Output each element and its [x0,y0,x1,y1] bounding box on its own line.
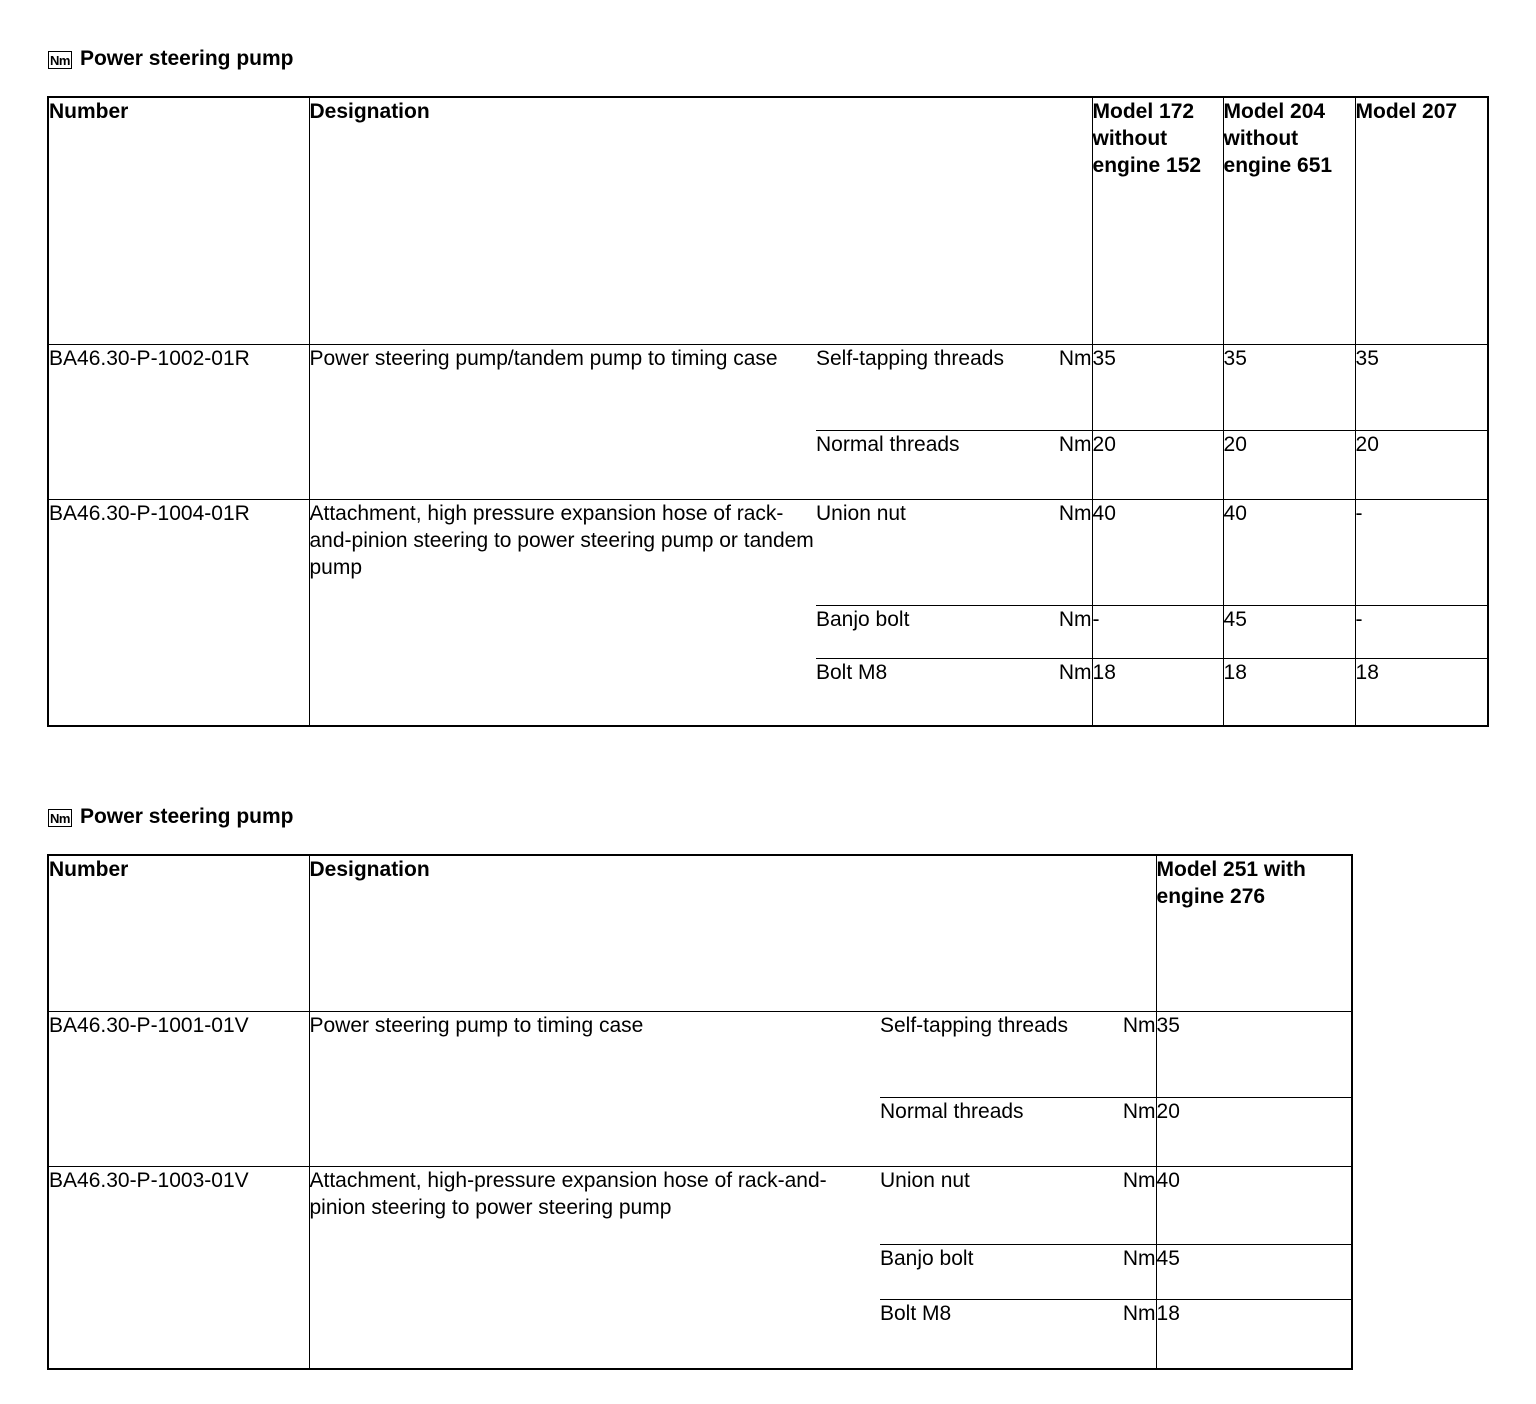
unit-label: Nm [1028,344,1092,430]
header-model-251: Model 251 with engine 276 [1156,855,1352,1011]
torque-table-2 [47,854,1353,1370]
unit-label: Nm [1028,499,1092,605]
header-number: Number [48,97,309,344]
torque-value: 40 [1156,1166,1352,1244]
table-row [48,344,1488,430]
torque-value: 20 [1223,430,1355,499]
part-number: BA46.30-P-1001-01V [48,1011,309,1166]
fastener-label: Banjo bolt [880,1244,1092,1299]
unit-label: Nm [1092,1299,1156,1369]
table-row [48,1166,1352,1244]
table-row [48,1011,1352,1097]
header-number: Number [48,855,309,1011]
table-header-row [48,97,1488,344]
header-model-204: Model 204 without engine 651 [1223,97,1355,344]
designation-text: Attachment, high-pressure expansion hose of rack-and-pinion steering to power steering pump [309,1166,880,1369]
torque-value: 35 [1156,1011,1352,1097]
torque-value: 20 [1156,1097,1352,1166]
designation-text: Power steering pump to timing case [309,1011,880,1166]
thread-type-label: Normal threads [816,430,1028,499]
section-1-title: Power steering pump [79,47,294,70]
header-designation: Designation [309,855,1156,1011]
thread-type-label: Self-tapping threads [816,344,1028,430]
section-2-heading [48,806,294,827]
part-number: BA46.30-P-1002-01R [48,344,309,499]
part-number: BA46.30-P-1003-01V [48,1166,309,1369]
fastener-label: Union nut [880,1166,1092,1244]
torque-value: 40 [1223,499,1355,605]
torque-value: 18 [1355,658,1488,726]
unit-label: Nm [1028,605,1092,658]
torque-value: 20 [1355,430,1488,499]
section-2-title: Power steering pump [79,805,294,828]
unit-label: Nm [1092,1244,1156,1299]
unit-label: Nm [1092,1011,1156,1097]
header-designation: Designation [309,97,1092,344]
torque-value: 20 [1092,430,1223,499]
torque-value: 18 [1092,658,1223,726]
thread-type-label: Self-tapping threads [880,1011,1092,1097]
part-number: BA46.30-P-1004-01R [48,499,309,726]
torque-value: 18 [1156,1299,1352,1369]
section-1-heading [48,48,294,69]
torque-value: 40 [1092,499,1223,605]
torque-value: - [1355,499,1488,605]
torque-nm-icon: Nm [50,811,70,826]
torque-value: 35 [1223,344,1355,430]
fastener-label: Banjo bolt [816,605,1028,658]
designation-text: Attachment, high pressure expansion hose of rack-and-pinion steering to power steering pump or tandem pump [309,499,816,726]
torque-value: 18 [1223,658,1355,726]
table-header-row [48,855,1352,1011]
torque-value: 45 [1223,605,1355,658]
torque-table-1 [47,96,1489,727]
unit-label: Nm [1092,1097,1156,1166]
header-model-172: Model 172 without engine 152 [1092,97,1223,344]
torque-value: 45 [1156,1244,1352,1299]
header-model-207: Model 207 [1355,97,1488,344]
thread-type-label: Normal threads [880,1097,1092,1166]
fastener-label: Bolt M8 [816,658,1028,726]
torque-value: - [1092,605,1223,658]
fastener-label: Bolt M8 [880,1299,1092,1369]
torque-value: 35 [1092,344,1223,430]
torque-nm-icon: Nm [50,53,70,68]
unit-label: Nm [1028,430,1092,499]
torque-value: 35 [1355,344,1488,430]
torque-value: - [1355,605,1488,658]
fastener-label: Union nut [816,499,1028,605]
designation-text: Power steering pump/tandem pump to timing case [309,344,816,499]
unit-label: Nm [1028,658,1092,726]
unit-label: Nm [1092,1166,1156,1244]
table-row [48,499,1488,605]
